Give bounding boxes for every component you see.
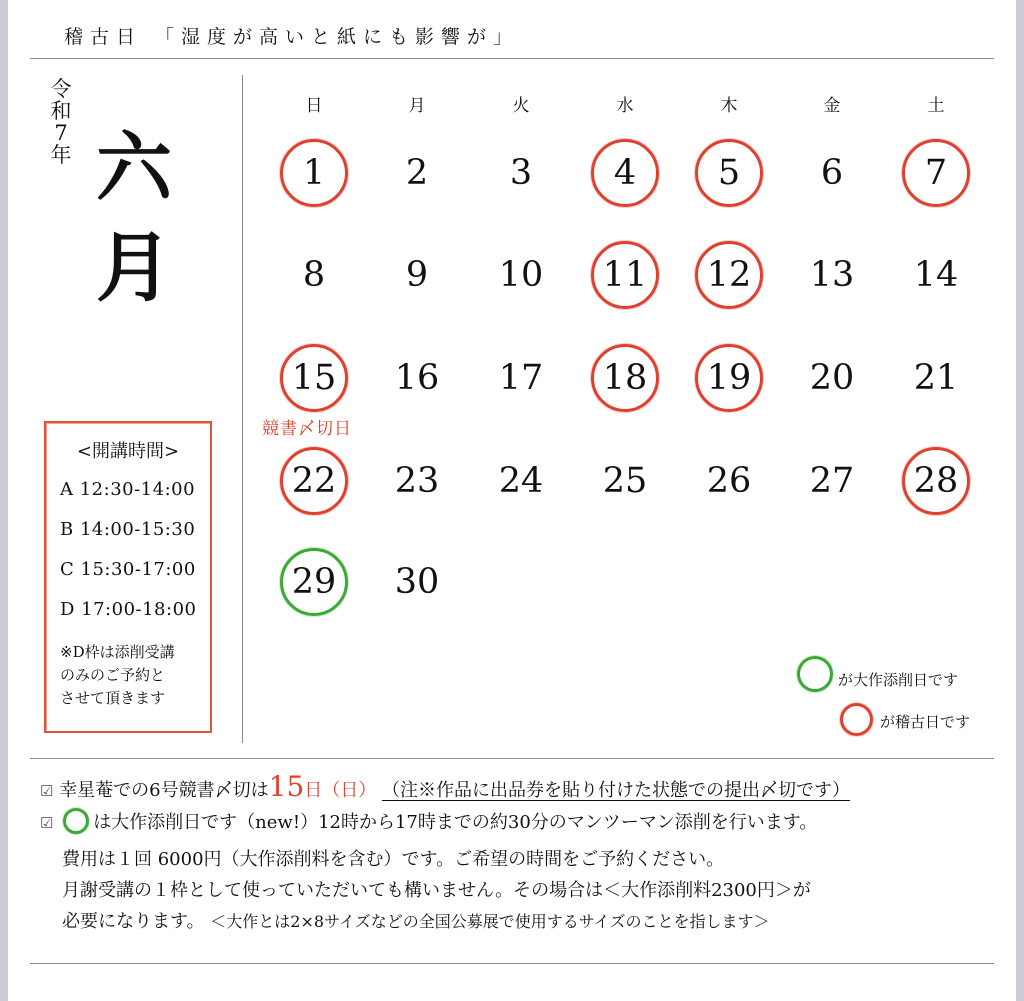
deadline-day: 15: [268, 770, 305, 803]
green-circle-legend-icon: [797, 656, 833, 692]
vertical-divider: [242, 75, 243, 743]
page-title: 稽古日 「湿度が高いと紙にも影響が」: [64, 26, 520, 48]
calendar-day: 14: [913, 255, 959, 295]
deadline-annotation: 競書〆切日: [262, 419, 352, 439]
calendar-day: 21: [913, 358, 959, 398]
calendar-day: 11: [602, 255, 648, 295]
calendar-day: 10: [498, 255, 544, 295]
calendar-day: 12: [706, 255, 752, 295]
era-char: 7: [54, 121, 68, 145]
middle-divider: [30, 758, 994, 759]
calendar-day: 27: [809, 461, 855, 501]
hours-note-line: させて頂きます: [60, 689, 166, 707]
deadline-unit: 日（日）: [304, 780, 377, 801]
bottom-divider: [30, 963, 994, 964]
calendar-day: 17: [498, 358, 544, 398]
calendar-day: 29: [291, 562, 337, 602]
weekday-header: 火: [512, 96, 530, 116]
calendar-day: 9: [405, 255, 429, 295]
calendar-day: 7: [924, 153, 948, 193]
hours-title: <開講時間>: [76, 441, 180, 462]
calendar-day: 22: [291, 461, 337, 501]
calendar-day: 23: [394, 461, 440, 501]
calendar-day: 5: [717, 153, 741, 193]
note-line-5: [62, 907, 770, 933]
month-char: 六: [96, 123, 172, 212]
weekday-header: 金: [823, 96, 841, 116]
calendar-day: 16: [394, 358, 440, 398]
note-line-2: [40, 808, 817, 834]
class-hours-box: [44, 421, 212, 733]
calendar-day: 25: [602, 461, 648, 501]
weekday-header: 月: [408, 96, 426, 116]
time-slot-d: D 17:00-18:00: [60, 599, 197, 620]
calendar-day: 30: [394, 562, 440, 602]
calendar-day: 3: [509, 153, 533, 193]
calendar-day: 26: [706, 461, 752, 501]
left-edge: [0, 0, 8, 1001]
month-label: [96, 118, 172, 318]
weekday-header: 土: [927, 96, 945, 116]
deadline-caution: （注※作品に出品券を貼り付けた状態での提出〆切です）: [382, 780, 851, 801]
checkbox-icon: ☑: [40, 782, 54, 800]
time-slot-c: C 15:30-17:00: [60, 559, 196, 580]
time-slot-a: A 12:30-14:00: [60, 479, 196, 500]
legend-green-text: が大作添削日です: [838, 671, 959, 689]
calendar-day: 24: [498, 461, 544, 501]
calendar-day: 6: [820, 153, 844, 193]
calendar-day: 19: [706, 358, 752, 398]
calendar-day: 1: [302, 153, 326, 193]
calendar-day: 15: [291, 358, 337, 398]
top-divider: [30, 58, 994, 59]
hours-note: [60, 641, 175, 710]
weekday-header: 水: [616, 96, 634, 116]
time-slot-b: B 14:00-15:30: [60, 519, 196, 540]
hours-note-line: のみのご予約と: [60, 666, 166, 684]
checkbox-icon: ☑: [40, 814, 54, 832]
green-circle-icon: [63, 808, 89, 834]
calendar-day: 18: [602, 358, 648, 398]
calendar-day: 2: [405, 153, 429, 193]
era-label: [48, 78, 74, 166]
era-char: 年: [50, 143, 72, 167]
calendar-day: 8: [302, 255, 326, 295]
note-1-text: 幸星菴での6号競書〆切は: [59, 780, 269, 801]
month-char: 月: [96, 223, 172, 312]
era-char: 和: [50, 99, 72, 123]
era-char: 令: [50, 77, 72, 101]
hours-note-line: ※D枠は添削受講: [60, 643, 175, 661]
calendar-day: 28: [913, 461, 959, 501]
right-edge: [1016, 0, 1024, 1001]
calendar-day: 20: [809, 358, 855, 398]
weekday-header: 木: [720, 96, 738, 116]
note-5-text: 必要になります。: [62, 911, 205, 932]
calendar-day: 13: [809, 255, 855, 295]
legend-red-text: が稽古日です: [880, 713, 971, 731]
note-line-1: [40, 770, 850, 803]
weekday-header: 日: [305, 96, 323, 116]
note-5-aside: ＜大作とは2×8サイズなどの全国公募展で使用するサイズのことを指します＞: [210, 912, 770, 931]
note-line-4: 月謝受講の１枠として使っていただいても構いません。その場合は＜大作添削料2300円＞が: [62, 880, 811, 901]
red-circle-legend-icon: [840, 703, 873, 736]
calendar-day: 4: [613, 153, 637, 193]
note-2-text: は大作添削日です（new!）12時から17時までの約30分のマンツーマン添削を行います。: [93, 812, 818, 833]
note-line-3: 費用は１回 6000円（大作添削料を含む）です。ご希望の時間をご予約ください。: [62, 849, 725, 870]
